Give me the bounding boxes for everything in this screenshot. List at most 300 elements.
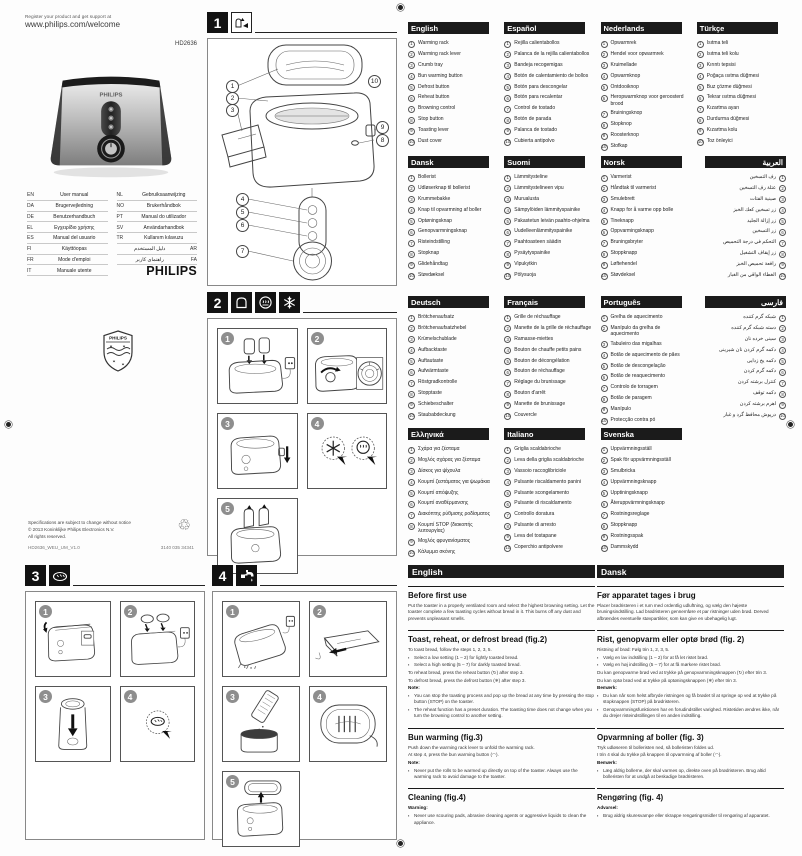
part-number-badge: 4 bbox=[697, 73, 704, 80]
figure3-step-2: 2 bbox=[120, 601, 196, 677]
part-label: Heropwarmknop voor geroosterd brood bbox=[610, 94, 684, 107]
language-label: Brukerhåndbok bbox=[146, 202, 181, 209]
language-row bbox=[117, 244, 198, 255]
part-label: Pulsante riscaldamento panini bbox=[514, 478, 581, 485]
part-number-badge: 6 bbox=[779, 369, 786, 376]
part-label: Roosterknop bbox=[610, 132, 639, 139]
part-label: Stopptaste bbox=[418, 390, 442, 397]
part-number-badge: 8 bbox=[601, 396, 608, 403]
callout-10: 10 bbox=[368, 75, 381, 88]
part-number-badge: 6 bbox=[408, 369, 415, 376]
part-item bbox=[408, 500, 497, 508]
parts-column-title: Norsk bbox=[601, 156, 682, 168]
part-number-badge: 4 bbox=[601, 352, 608, 359]
part-item bbox=[601, 490, 690, 498]
part-label: Tineknapp bbox=[610, 217, 634, 224]
part-label: Kızartma ayarı bbox=[706, 105, 740, 112]
part-label: Bandeja recogemigas bbox=[514, 61, 563, 68]
part-item bbox=[697, 105, 786, 113]
instruction-line: ▪ Select a high setting (5 – 7) for darkly toasted bread. bbox=[408, 662, 595, 668]
part-number-badge: 3 bbox=[408, 336, 415, 343]
part-item bbox=[504, 457, 593, 465]
part-label: Κουμπί απόψυξης bbox=[418, 489, 459, 496]
part-label: Κουμπί STOP (διακοπής λειτουργίας) bbox=[418, 522, 473, 535]
language-label: راهنمای کاربر bbox=[135, 256, 164, 263]
part-number-badge: 7 bbox=[504, 380, 511, 387]
part-item bbox=[504, 479, 593, 487]
part-item bbox=[504, 379, 593, 387]
instructions-english bbox=[408, 565, 595, 827]
part-item bbox=[504, 412, 593, 420]
instruction-line: ▪ Brug aldrig skuresvampe eller skrappe rengøringsmidler til rengøring af apparatet. bbox=[597, 813, 784, 819]
instructions-english-title: English bbox=[408, 565, 595, 578]
part-label: Buz çözme düğmesi bbox=[706, 83, 752, 90]
part-label: درپوش محافظ گرد و غبار bbox=[723, 412, 776, 419]
part-item bbox=[601, 218, 690, 226]
bun-icon bbox=[49, 565, 70, 586]
bread-slice-icon bbox=[231, 292, 252, 313]
instruction-line: Put the toaster in a properly ventilated room and select the highest browning setting. Let the toaster complete a few toasting cycles without bread in it. This burns off any dust and prevents unpleasant smells. bbox=[408, 603, 595, 621]
part-number-badge: 9 bbox=[779, 262, 786, 269]
instructions-dansk-sections bbox=[597, 586, 784, 820]
part-number-badge: 7 bbox=[601, 240, 608, 247]
part-label: Griglia scaldabrioche bbox=[514, 446, 561, 452]
part-label: سینی خرده نان bbox=[744, 335, 776, 342]
part-item bbox=[697, 116, 786, 124]
part-number-badge: 3 bbox=[779, 336, 786, 343]
part-label: Isıtma teli kolu bbox=[706, 50, 739, 57]
part-item bbox=[504, 250, 593, 258]
part-item bbox=[601, 341, 690, 349]
language-column-left bbox=[27, 190, 108, 276]
part-number-badge: 8 bbox=[779, 391, 786, 398]
section-heading: Cleaning (fig.4) bbox=[408, 793, 466, 803]
part-number-badge: 1 bbox=[504, 175, 511, 182]
part-label: Smulebrett bbox=[610, 195, 635, 202]
part-number-badge: 4 bbox=[779, 207, 786, 214]
part-label: Løftehendel bbox=[610, 261, 637, 268]
part-label: Διακόπτης ρύθμισης ροδίσματος bbox=[418, 511, 490, 518]
part-item bbox=[504, 325, 593, 333]
language-label: User manual bbox=[60, 192, 89, 199]
part-item bbox=[601, 352, 690, 360]
part-label: Μοχλός σχάρας για ζέσταμα bbox=[418, 456, 481, 463]
instruction-section bbox=[597, 788, 784, 819]
toast-eject-icon bbox=[231, 12, 252, 33]
part-number-badge: 6 bbox=[601, 501, 608, 508]
part-item bbox=[408, 314, 497, 322]
part-label: Botão de aquecimento de pães bbox=[610, 351, 680, 358]
figure2-step-4: 4 bbox=[307, 413, 388, 489]
language-code: IT bbox=[27, 267, 32, 274]
part-number-badge: 3 bbox=[408, 196, 415, 203]
rights-line: All rights reserved. bbox=[28, 533, 67, 539]
instruction-line: Du kan genopvarme brød ved at trykke på genopvarmningsknappen (↻) efter trin 3. bbox=[597, 670, 768, 676]
part-number-badge: 8 bbox=[408, 523, 415, 530]
part-label: Kruimellade bbox=[610, 61, 637, 68]
part-number-badge: 7 bbox=[408, 380, 415, 387]
figure3-step-4: 4 bbox=[120, 686, 196, 762]
part-label: Botón de calentamiento de bollos bbox=[514, 72, 589, 79]
instruction-line: ▪ Genopvarmningsfunktionen har en forudindstillet varighed. Ristetiden ændres ikke, når du drejer risteindstillingen til en anden indstilling. bbox=[597, 707, 784, 720]
figure4-step-5: 5 bbox=[222, 771, 300, 847]
part-item bbox=[697, 272, 786, 280]
part-label: Vassoio raccoglibriciole bbox=[514, 467, 567, 474]
language-code: FI bbox=[27, 246, 32, 253]
part-label: Smulbricka bbox=[610, 467, 636, 474]
parts-column bbox=[601, 428, 690, 555]
part-number-badge: 5 bbox=[504, 84, 511, 91]
part-number-badge: 9 bbox=[504, 128, 511, 135]
part-label: Vipukytkin bbox=[514, 261, 537, 268]
part-label: Protecção contra pó bbox=[610, 417, 656, 424]
part-item bbox=[408, 325, 497, 333]
part-label: دسته شبکه گرم کننده bbox=[731, 324, 776, 331]
figure4-step-4: 4 bbox=[309, 686, 387, 762]
part-item bbox=[504, 94, 593, 102]
part-item bbox=[601, 51, 690, 59]
part-number-badge: 3 bbox=[601, 62, 608, 69]
part-label: Botón para descongelar bbox=[514, 83, 568, 90]
language-row bbox=[27, 244, 108, 255]
part-item bbox=[601, 84, 690, 92]
language-code: FR bbox=[27, 256, 34, 263]
part-label: التحكم في درجة التحميص bbox=[722, 239, 776, 246]
parts-column-title: Türkçe bbox=[697, 22, 778, 34]
part-item bbox=[408, 358, 497, 366]
section-heading: Toast, reheat, or defrost bread (fig.2) bbox=[408, 635, 547, 645]
part-number-badge: 4 bbox=[408, 347, 415, 354]
figure2-panel bbox=[207, 292, 397, 558]
part-item bbox=[408, 94, 497, 102]
part-number-badge: 5 bbox=[504, 490, 511, 497]
part-item bbox=[408, 336, 497, 344]
part-number-badge: 6 bbox=[504, 501, 511, 508]
part-number-badge: 1 bbox=[408, 315, 415, 322]
part-number-badge: 8 bbox=[504, 251, 511, 258]
part-label: رف التسخين bbox=[749, 174, 776, 180]
part-number-badge: 5 bbox=[697, 84, 704, 91]
part-label: Hendel voor opwarmrek bbox=[610, 50, 664, 57]
part-item bbox=[601, 544, 690, 552]
support-url: www.philips.com/welcome bbox=[25, 20, 121, 29]
part-item bbox=[601, 384, 690, 392]
language-row bbox=[27, 265, 108, 276]
figure3-panel bbox=[25, 565, 205, 841]
parts-column bbox=[408, 296, 497, 423]
part-item bbox=[408, 185, 497, 193]
instruction-line: ▪ Du kan når som helst afbryde ristningen og få brødet til at springe op ved at trykke på stopknappen (STOP) på brødristeren. bbox=[597, 693, 784, 706]
part-item bbox=[601, 196, 690, 204]
part-item bbox=[697, 325, 786, 333]
part-number-badge: 8 bbox=[779, 251, 786, 258]
part-number-badge: 8 bbox=[408, 391, 415, 398]
part-item bbox=[697, 358, 786, 366]
figure4-step-2: 2 bbox=[309, 601, 387, 677]
part-label: Udløserknap til bollerist bbox=[418, 184, 470, 191]
part-number-badge: 5 bbox=[408, 84, 415, 91]
part-item bbox=[504, 228, 593, 236]
part-label: Botão de paragem bbox=[610, 395, 652, 402]
section-heading: Before first use bbox=[408, 591, 467, 600]
parts-column bbox=[697, 156, 786, 283]
part-label: Toasting lever bbox=[418, 127, 449, 134]
part-item bbox=[408, 105, 497, 113]
part-label: Stopknap bbox=[418, 250, 440, 257]
parts-row-2 bbox=[408, 156, 786, 283]
part-label: Pulsante di riscaldamento bbox=[514, 500, 572, 507]
part-label: Rejilla calientabollos bbox=[514, 40, 560, 46]
part-item bbox=[601, 239, 690, 247]
part-item bbox=[504, 138, 593, 146]
part-label: Bouton de chauffe petits pains bbox=[514, 346, 582, 353]
part-label: Control de tostado bbox=[514, 105, 556, 112]
part-label: Κουμπί ζεστάματος για ψωμάκια bbox=[418, 478, 490, 485]
part-label: الغطاء الواقي من الغبار bbox=[727, 272, 776, 279]
part-label: Upptiningsknapp bbox=[610, 489, 648, 496]
callout-2: 2 bbox=[226, 92, 239, 105]
figure1-number: 1 bbox=[207, 12, 228, 33]
part-number-badge: 10 bbox=[505, 273, 511, 279]
instruction-section bbox=[597, 728, 784, 781]
instruction-line: To toast bread, follow the steps 1, 2, 3, 5. bbox=[408, 647, 492, 653]
part-item bbox=[408, 40, 497, 48]
part-item bbox=[408, 479, 497, 487]
part-item bbox=[504, 368, 593, 376]
reheat-icon bbox=[255, 292, 276, 313]
part-item bbox=[408, 446, 497, 454]
part-item bbox=[601, 325, 690, 338]
part-item bbox=[697, 347, 786, 355]
part-number-badge: 6 bbox=[697, 95, 704, 102]
part-number-badge: 5 bbox=[408, 218, 415, 225]
part-item bbox=[408, 196, 497, 204]
part-item bbox=[408, 522, 497, 535]
part-number-badge: 10 bbox=[505, 139, 511, 145]
part-item bbox=[601, 132, 690, 140]
part-label: Dust cover bbox=[418, 138, 442, 145]
part-number-badge: 10 bbox=[601, 545, 607, 551]
parts-column-title: Dansk bbox=[408, 156, 489, 168]
part-label: Rostningsreglage bbox=[610, 511, 650, 518]
instruction-line: Note: bbox=[408, 760, 420, 766]
part-label: Reheat button bbox=[418, 94, 450, 101]
parts-row-4 bbox=[408, 428, 786, 560]
part-item bbox=[697, 218, 786, 226]
instruction-line: Warning: bbox=[408, 805, 428, 811]
figure1-diagram bbox=[207, 38, 397, 286]
part-label: Aufwärmtaste bbox=[418, 368, 449, 375]
part-label: Warming rack lever bbox=[418, 50, 461, 57]
part-number-badge: 1 bbox=[779, 315, 786, 322]
part-item bbox=[601, 228, 690, 236]
part-label: Pulsante scongelamento bbox=[514, 489, 570, 496]
philips-shield-logo bbox=[102, 330, 134, 377]
part-label: Isıtma teli bbox=[706, 40, 729, 46]
part-label: Δίσκος για ψίχουλα bbox=[418, 467, 461, 474]
part-label: Stop button bbox=[418, 116, 444, 123]
part-number-badge: 7 bbox=[408, 240, 415, 247]
parts-column-title: العربية bbox=[705, 156, 786, 168]
part-label: Optøningsknap bbox=[418, 217, 452, 224]
part-number-badge: 2 bbox=[601, 457, 608, 464]
part-number-badge: 3 bbox=[504, 62, 511, 69]
part-label: Browning control bbox=[418, 105, 456, 112]
cover-panel bbox=[25, 14, 197, 286]
part-item bbox=[504, 272, 593, 280]
part-item bbox=[408, 116, 497, 124]
recycle-icon: ♲ bbox=[177, 517, 191, 534]
part-number-badge: 8 bbox=[601, 251, 608, 258]
part-label: Ramasse-miettes bbox=[514, 335, 554, 342]
part-item bbox=[601, 94, 690, 107]
part-label: Bouton de décongélation bbox=[514, 357, 570, 364]
part-item bbox=[408, 412, 497, 420]
part-item bbox=[697, 185, 786, 193]
parts-column bbox=[408, 428, 497, 560]
language-code: SV bbox=[116, 224, 124, 231]
part-number-badge: 7 bbox=[601, 111, 608, 118]
part-item bbox=[601, 314, 690, 322]
part-label: Uppvärmningsställ bbox=[610, 446, 652, 452]
part-label: Botão de reaquecimento bbox=[610, 373, 665, 380]
figure4-number: 4 bbox=[212, 565, 233, 586]
part-label: Manette de brunissage bbox=[514, 401, 566, 408]
language-row bbox=[27, 212, 108, 223]
model-number: HD2636 bbox=[174, 41, 197, 47]
parts-column-title: Italiano bbox=[504, 428, 585, 440]
part-item bbox=[408, 218, 497, 226]
part-number-badge: 10 bbox=[409, 413, 414, 419]
part-label: Bouton de réchauffage bbox=[514, 368, 565, 375]
parts-column bbox=[408, 22, 497, 149]
part-label: Bun warming button bbox=[418, 72, 463, 79]
part-item bbox=[601, 185, 690, 193]
language-row bbox=[27, 233, 108, 244]
callout-3: 3 bbox=[226, 104, 239, 117]
part-number-badge: 10 bbox=[505, 545, 511, 551]
part-number-badge: 2 bbox=[504, 457, 511, 464]
part-label: Stoppknapp bbox=[610, 250, 638, 257]
part-number-badge: 5 bbox=[601, 490, 608, 497]
part-number-badge: 6 bbox=[408, 95, 415, 102]
svg-text:PHILIPS: PHILIPS bbox=[99, 92, 123, 99]
copyright-text bbox=[28, 520, 131, 541]
instruction-line: I trin 4 skal du trykke på knappen til opvarmning af boller (◠). bbox=[597, 752, 722, 758]
language-code: PT bbox=[116, 213, 123, 220]
part-label: Pulsante di arresto bbox=[514, 522, 556, 529]
part-number-badge: 2 bbox=[601, 51, 608, 58]
part-number-badge: 5 bbox=[601, 84, 608, 91]
part-item bbox=[504, 468, 593, 476]
part-item bbox=[408, 239, 497, 247]
part-item bbox=[504, 218, 593, 226]
instruction-line: Bemærk: bbox=[597, 685, 617, 691]
part-item bbox=[697, 228, 786, 236]
part-number-badge: 7 bbox=[408, 106, 415, 113]
parts-row-3 bbox=[408, 296, 786, 428]
part-item bbox=[504, 490, 593, 498]
part-item bbox=[408, 127, 497, 135]
part-label: Knapp for å varme opp bolle bbox=[610, 206, 674, 213]
part-label: دکمه توقف bbox=[752, 390, 776, 397]
part-label: Uppvärmningsknapp bbox=[610, 478, 657, 485]
part-item bbox=[601, 406, 690, 414]
part-number-badge: 6 bbox=[779, 229, 786, 236]
part-number-badge: 9 bbox=[408, 539, 415, 546]
part-item bbox=[697, 51, 786, 59]
part-item bbox=[601, 373, 690, 381]
part-label: Grille de réchauffage bbox=[514, 314, 561, 320]
instructions-english-sections bbox=[408, 586, 595, 826]
part-item bbox=[408, 261, 497, 269]
language-row bbox=[27, 201, 108, 212]
instruction-line: ▪ Never use scouring pads, abrasive cleaning agents or aggressive liquids to clean the appliance. bbox=[408, 813, 595, 826]
callout-6: 6 bbox=[236, 219, 249, 232]
part-item bbox=[504, 500, 593, 508]
part-label: Återuppvärmningsknapp bbox=[610, 500, 665, 507]
part-label: Rostningsspak bbox=[610, 533, 644, 540]
part-number-badge: 1 bbox=[601, 41, 608, 48]
part-label: Controllo doratura bbox=[514, 511, 555, 518]
parts-column bbox=[504, 296, 593, 423]
language-row bbox=[117, 201, 198, 212]
parts-column-title: English bbox=[408, 22, 489, 34]
part-item bbox=[601, 511, 690, 519]
language-label: Εγχειρίδιο χρήσης bbox=[54, 224, 95, 231]
callout-4: 4 bbox=[236, 193, 249, 206]
part-number-badge: 5 bbox=[408, 358, 415, 365]
copyright-panel bbox=[25, 292, 197, 554]
part-item bbox=[408, 347, 497, 355]
part-number-badge: 9 bbox=[408, 262, 415, 269]
instruction-line: Ristning af brød: Følg trin 1, 2, 3, 5. bbox=[597, 647, 670, 653]
instruction-line: Note: bbox=[408, 685, 420, 691]
part-number-badge: 6 bbox=[601, 95, 608, 102]
instruction-section bbox=[408, 586, 595, 622]
part-number-badge: 6 bbox=[504, 95, 511, 102]
part-item bbox=[504, 174, 593, 182]
part-label: عتلة رف التسخين bbox=[739, 184, 776, 191]
parts-column-title: Svenska bbox=[601, 428, 682, 440]
part-label: Cubierta antipolvo bbox=[514, 138, 555, 145]
part-number-badge: 8 bbox=[697, 117, 704, 124]
part-number-badge: 7 bbox=[779, 240, 786, 247]
language-code: EL bbox=[27, 224, 34, 231]
figure3-step-3: 3 bbox=[35, 686, 111, 762]
part-item bbox=[408, 207, 497, 215]
instruction-line: To defrost bread, press the defrost button (❄) after step 3. bbox=[408, 677, 526, 683]
parts-column bbox=[504, 156, 593, 283]
part-item bbox=[504, 401, 593, 409]
instruction-line: ▪ Select a low setting (1 – 2) for lightly toasted bread. bbox=[408, 655, 595, 661]
part-label: Σχάρα για ζέσταμα bbox=[418, 446, 460, 452]
part-item bbox=[697, 84, 786, 92]
part-number-badge: 4 bbox=[408, 207, 415, 214]
part-item bbox=[601, 468, 690, 476]
part-number-badge: 4 bbox=[504, 207, 511, 214]
part-number-badge: 1 bbox=[504, 315, 511, 322]
part-label: Støvdeksel bbox=[610, 272, 636, 279]
part-label: Palanca de la rejilla calientabollos bbox=[514, 50, 590, 57]
part-number-badge: 2 bbox=[697, 51, 704, 58]
part-number-badge: 10 bbox=[780, 413, 785, 419]
instruction-line: ▪ You can stop the toasting process and pop up the bread at any time by pressing the stop button (STOP) on the toaster. bbox=[408, 693, 595, 706]
language-label: Manual del usuario bbox=[53, 235, 96, 242]
language-code: EN bbox=[27, 192, 34, 199]
part-label: Botón de parada bbox=[514, 116, 552, 123]
part-label: Botão de descongelação bbox=[610, 362, 666, 369]
